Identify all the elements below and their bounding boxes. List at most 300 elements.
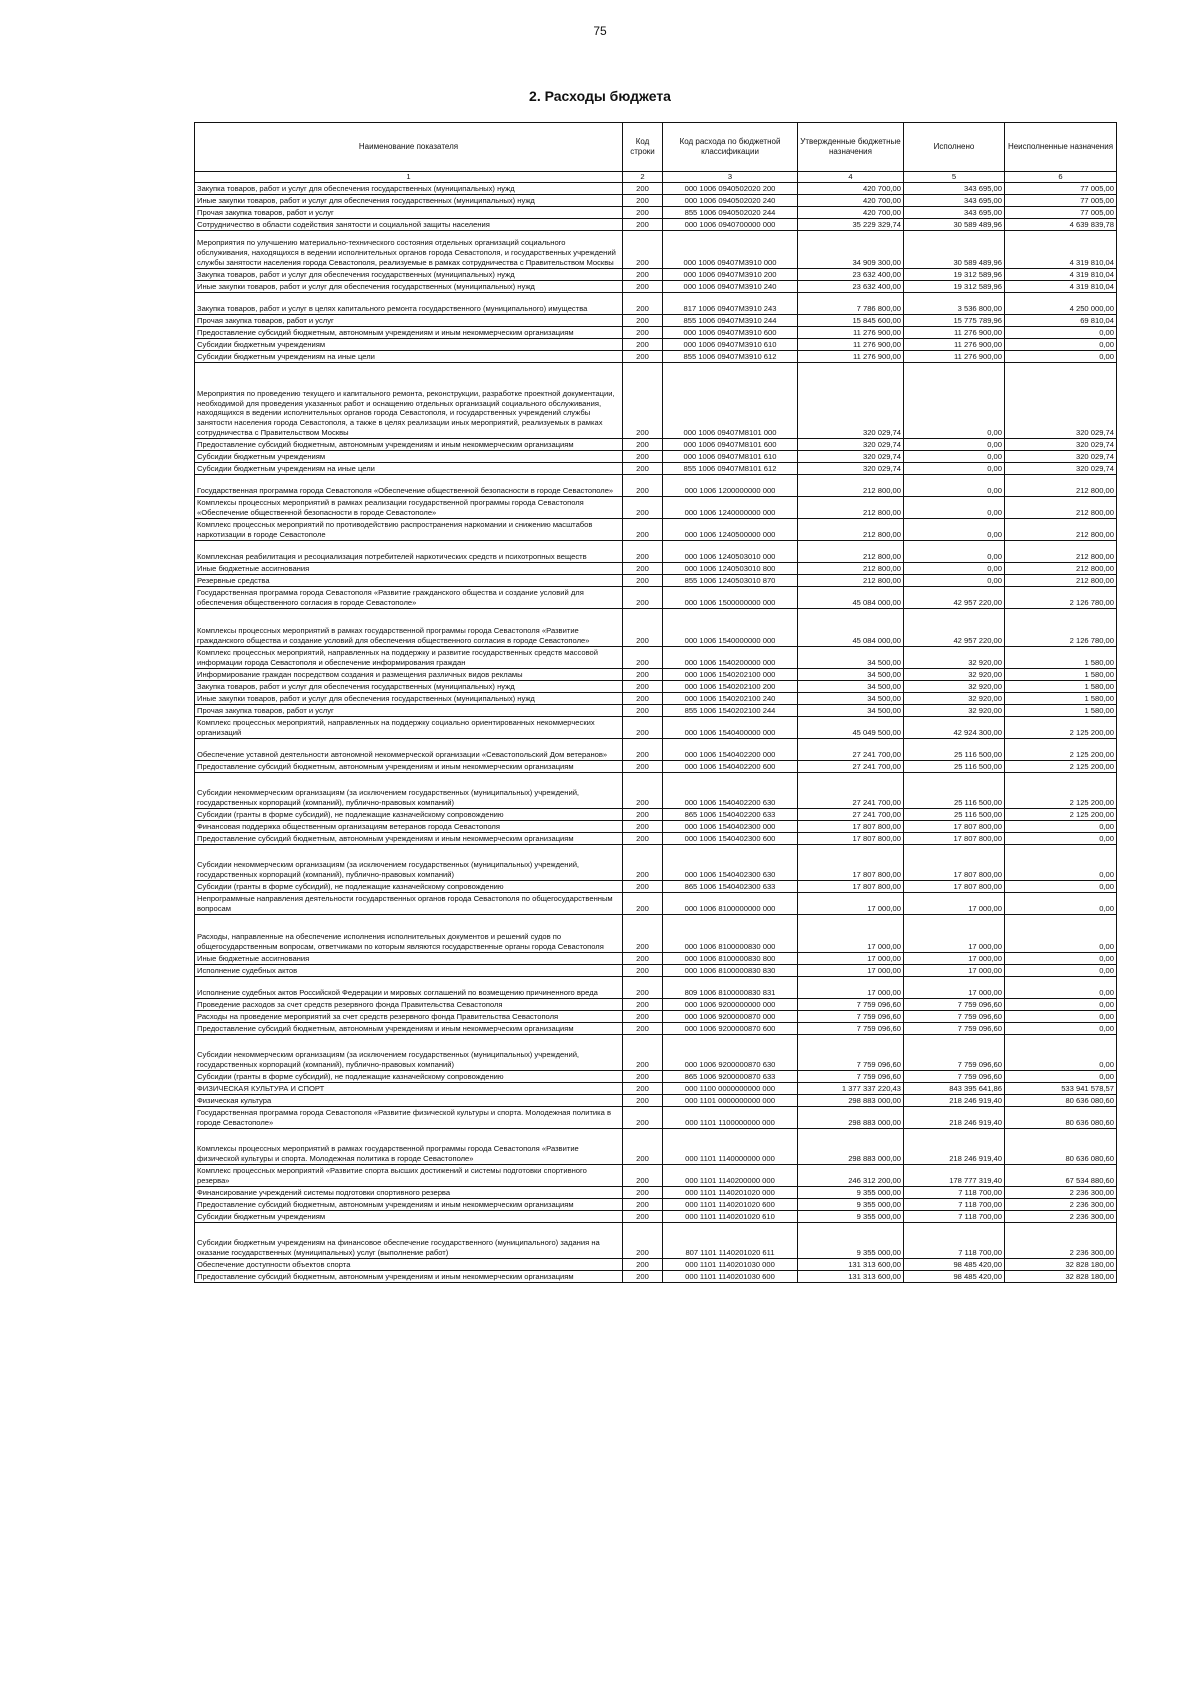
table-row xyxy=(195,586,1117,608)
row-line-code: 200 xyxy=(623,668,663,680)
header-executed: Исполнено xyxy=(904,123,1005,172)
row-executed: 0,00 xyxy=(904,574,1005,586)
row-approved: 34 500,00 xyxy=(798,692,904,704)
table-row xyxy=(195,350,1117,362)
row-executed: 843 395 641,86 xyxy=(904,1082,1005,1094)
row-executed: 17 000,00 xyxy=(904,976,1005,998)
row-executed: 7 118 700,00 xyxy=(904,1222,1005,1258)
row-line-code: 200 xyxy=(623,704,663,716)
row-classification-code: 000 1101 1140201020 610 xyxy=(663,1210,798,1222)
row-unexecuted: 0,00 xyxy=(1005,964,1117,976)
column-numbers-row xyxy=(195,172,1117,183)
row-line-code: 200 xyxy=(623,832,663,844)
row-name: Закупка товаров, работ и услуг для обеспечения государственных (муниципальных) нужд xyxy=(195,680,623,692)
row-name: Информирование граждан посредством создания и размещения различных видов рекламы xyxy=(195,668,623,680)
row-line-code: 200 xyxy=(623,540,663,562)
row-unexecuted: 4 319 810,04 xyxy=(1005,280,1117,292)
row-name: Комплекс процессных мероприятий по противодействию распространения наркомании и снижению масштабов наркотизации в городе Севастополе xyxy=(195,518,623,540)
table-row xyxy=(195,608,1117,646)
row-unexecuted: 0,00 xyxy=(1005,326,1117,338)
row-unexecuted: 4 319 810,04 xyxy=(1005,268,1117,280)
row-line-code: 200 xyxy=(623,474,663,496)
row-classification-code: 000 1006 1540202100 200 xyxy=(663,680,798,692)
row-name: Комплекс процессных мероприятий «Развитие спорта высших достижений и системы подготовки спортивного резерва» xyxy=(195,1164,623,1186)
row-classification-code: 865 1006 1540402300 633 xyxy=(663,880,798,892)
row-approved: 320 029,74 xyxy=(798,438,904,450)
row-line-code: 200 xyxy=(623,964,663,976)
row-approved: 320 029,74 xyxy=(798,362,904,438)
row-classification-code: 000 1006 8100000000 000 xyxy=(663,892,798,914)
row-classification-code: 000 1006 09407М3910 200 xyxy=(663,268,798,280)
row-approved: 17 807 800,00 xyxy=(798,880,904,892)
row-line-code: 200 xyxy=(623,998,663,1010)
row-classification-code: 000 1006 1540402200 000 xyxy=(663,738,798,760)
row-executed: 218 246 919,40 xyxy=(904,1128,1005,1164)
row-line-code: 200 xyxy=(623,586,663,608)
column-number: 6 xyxy=(1005,172,1117,183)
row-approved: 7 786 800,00 xyxy=(798,292,904,314)
row-unexecuted: 212 800,00 xyxy=(1005,518,1117,540)
table-body xyxy=(195,182,1117,1282)
row-approved: 1 377 337 220,43 xyxy=(798,1082,904,1094)
table-row xyxy=(195,998,1117,1010)
row-classification-code: 000 1101 0000000000 000 xyxy=(663,1094,798,1106)
row-unexecuted: 32 828 180,00 xyxy=(1005,1270,1117,1282)
row-classification-code: 000 1006 1240503010 000 xyxy=(663,540,798,562)
row-line-code: 200 xyxy=(623,450,663,462)
row-unexecuted: 0,00 xyxy=(1005,880,1117,892)
row-name: Субсидии бюджетным учреждениям xyxy=(195,1210,623,1222)
row-classification-code: 000 1006 1240500000 000 xyxy=(663,518,798,540)
table-row xyxy=(195,326,1117,338)
row-classification-code: 000 1101 1140201030 000 xyxy=(663,1258,798,1270)
row-unexecuted: 2 126 780,00 xyxy=(1005,608,1117,646)
row-approved: 34 500,00 xyxy=(798,704,904,716)
row-classification-code: 000 1006 1540400000 000 xyxy=(663,716,798,738)
row-unexecuted: 67 534 880,60 xyxy=(1005,1164,1117,1186)
row-line-code: 200 xyxy=(623,574,663,586)
row-executed: 7 118 700,00 xyxy=(904,1198,1005,1210)
row-unexecuted: 0,00 xyxy=(1005,976,1117,998)
row-approved: 15 845 600,00 xyxy=(798,314,904,326)
row-line-code: 200 xyxy=(623,1186,663,1198)
row-unexecuted: 4 319 810,04 xyxy=(1005,230,1117,268)
row-approved: 212 800,00 xyxy=(798,518,904,540)
row-executed: 0,00 xyxy=(904,450,1005,462)
row-line-code: 200 xyxy=(623,952,663,964)
row-executed: 11 276 900,00 xyxy=(904,338,1005,350)
row-unexecuted: 0,00 xyxy=(1005,832,1117,844)
row-unexecuted: 2 125 200,00 xyxy=(1005,716,1117,738)
row-line-code: 200 xyxy=(623,880,663,892)
row-line-code: 200 xyxy=(623,280,663,292)
row-line-code: 200 xyxy=(623,716,663,738)
row-executed: 32 920,00 xyxy=(904,668,1005,680)
row-executed: 218 246 919,40 xyxy=(904,1106,1005,1128)
row-unexecuted: 2 236 300,00 xyxy=(1005,1186,1117,1198)
row-unexecuted: 1 580,00 xyxy=(1005,680,1117,692)
row-approved: 35 229 329,74 xyxy=(798,218,904,230)
row-unexecuted: 80 636 080,60 xyxy=(1005,1106,1117,1128)
row-approved: 7 759 096,60 xyxy=(798,1022,904,1034)
row-name: Комплексы процессных мероприятий в рамках государственной программы города Севастополя «Развитие физической культуры и спорта. Молодежная политика в городе Севастополе» xyxy=(195,1128,623,1164)
row-unexecuted: 1 580,00 xyxy=(1005,668,1117,680)
row-line-code: 200 xyxy=(623,808,663,820)
row-unexecuted: 320 029,74 xyxy=(1005,438,1117,450)
row-executed: 0,00 xyxy=(904,540,1005,562)
row-name: Предоставление субсидий бюджетным, автономным учреждениям и иным некоммерческим организациям xyxy=(195,1270,623,1282)
row-approved: 45 049 500,00 xyxy=(798,716,904,738)
row-classification-code: 000 1006 9200000870 000 xyxy=(663,1010,798,1022)
row-line-code: 200 xyxy=(623,1128,663,1164)
row-name: Иные закупки товаров, работ и услуг для обеспечения государственных (муниципальных) нужд xyxy=(195,280,623,292)
row-classification-code: 000 1101 1140201020 600 xyxy=(663,1198,798,1210)
row-executed: 0,00 xyxy=(904,562,1005,574)
row-unexecuted: 69 810,04 xyxy=(1005,314,1117,326)
row-executed: 7 759 096,60 xyxy=(904,1070,1005,1082)
table-row xyxy=(195,680,1117,692)
header-name: Наименование показателя xyxy=(195,123,623,172)
row-unexecuted: 2 125 200,00 xyxy=(1005,738,1117,760)
row-name: Государственная программа города Севастополя «Обеспечение общественной безопасности в городе Севастополе» xyxy=(195,474,623,496)
row-approved: 23 632 400,00 xyxy=(798,268,904,280)
row-unexecuted: 0,00 xyxy=(1005,1034,1117,1070)
row-name: Иные бюджетные ассигнования xyxy=(195,952,623,964)
row-line-code: 200 xyxy=(623,772,663,808)
row-name: Закупка товаров, работ и услуг в целях капитального ремонта государственного (муниципального) имущества xyxy=(195,292,623,314)
column-number: 4 xyxy=(798,172,904,183)
row-name: Субсидии бюджетным учреждениям на иные цели xyxy=(195,350,623,362)
row-executed: 32 920,00 xyxy=(904,680,1005,692)
row-name: Предоставление субсидий бюджетным, автономным учреждениям и иным некоммерческим организациям xyxy=(195,832,623,844)
row-line-code: 200 xyxy=(623,1010,663,1022)
row-unexecuted: 0,00 xyxy=(1005,1022,1117,1034)
row-name: Субсидии бюджетным учреждениям на финансовое обеспечение государственного (муниципального) задания на оказание государственных (муниципальных) услуг (выполнение работ) xyxy=(195,1222,623,1258)
row-name: Комплекс процессных мероприятий, направленных на поддержку и развитие государственных средств массовой информации города Севастополя и обеспечение информирования граждан xyxy=(195,646,623,668)
row-line-code: 200 xyxy=(623,1164,663,1186)
row-approved: 11 276 900,00 xyxy=(798,338,904,350)
row-line-code: 200 xyxy=(623,680,663,692)
row-classification-code: 000 1006 1540202100 000 xyxy=(663,668,798,680)
row-approved: 298 883 000,00 xyxy=(798,1128,904,1164)
row-unexecuted: 0,00 xyxy=(1005,998,1117,1010)
row-name: Комплекс процессных мероприятий, направленных на поддержку социально ориентированных некоммерческих организаций xyxy=(195,716,623,738)
row-executed: 3 536 800,00 xyxy=(904,292,1005,314)
row-unexecuted: 0,00 xyxy=(1005,892,1117,914)
table-row xyxy=(195,496,1117,518)
row-executed: 343 695,00 xyxy=(904,194,1005,206)
table-row xyxy=(195,280,1117,292)
row-unexecuted: 2 126 780,00 xyxy=(1005,586,1117,608)
table-row xyxy=(195,716,1117,738)
row-executed: 17 807 800,00 xyxy=(904,880,1005,892)
row-line-code: 200 xyxy=(623,268,663,280)
row-unexecuted: 2 125 200,00 xyxy=(1005,772,1117,808)
row-executed: 0,00 xyxy=(904,362,1005,438)
row-unexecuted: 2 236 300,00 xyxy=(1005,1222,1117,1258)
row-classification-code: 000 1006 8100000830 000 xyxy=(663,914,798,952)
table-row xyxy=(195,218,1117,230)
row-line-code: 200 xyxy=(623,182,663,194)
page-number: 75 xyxy=(593,24,607,38)
row-line-code: 200 xyxy=(623,1270,663,1282)
table-row xyxy=(195,474,1117,496)
table-row xyxy=(195,668,1117,680)
row-unexecuted: 0,00 xyxy=(1005,338,1117,350)
row-name: Расходы на проведение мероприятий за счет средств резервного фонда Правительства Севастополя xyxy=(195,1010,623,1022)
table-row xyxy=(195,562,1117,574)
table-row xyxy=(195,1094,1117,1106)
row-classification-code: 000 1101 1140200000 000 xyxy=(663,1164,798,1186)
row-unexecuted: 320 029,74 xyxy=(1005,450,1117,462)
row-executed: 42 924 300,00 xyxy=(904,716,1005,738)
row-classification-code: 000 1006 8100000830 830 xyxy=(663,964,798,976)
row-executed: 7 759 096,60 xyxy=(904,1034,1005,1070)
table-row xyxy=(195,892,1117,914)
header-line-code: Код строки xyxy=(623,123,663,172)
table-row xyxy=(195,450,1117,462)
row-approved: 17 000,00 xyxy=(798,892,904,914)
table-row xyxy=(195,914,1117,952)
row-approved: 27 241 700,00 xyxy=(798,772,904,808)
row-classification-code: 000 1006 1540402300 000 xyxy=(663,820,798,832)
row-line-code: 200 xyxy=(623,1094,663,1106)
row-line-code: 200 xyxy=(623,518,663,540)
row-name: Финансирование учреждений системы подготовки спортивного резерва xyxy=(195,1186,623,1198)
row-unexecuted: 1 580,00 xyxy=(1005,646,1117,668)
row-name: Исполнение судебных актов xyxy=(195,964,623,976)
row-line-code: 200 xyxy=(623,462,663,474)
row-approved: 7 759 096,60 xyxy=(798,1070,904,1082)
row-name: Обеспечение уставной деятельности автономной некоммерческой организации «Севастопольский Дом ветеранов» xyxy=(195,738,623,760)
table-row xyxy=(195,1186,1117,1198)
row-classification-code: 000 1101 1100000000 000 xyxy=(663,1106,798,1128)
row-unexecuted: 32 828 180,00 xyxy=(1005,1258,1117,1270)
row-line-code: 200 xyxy=(623,1198,663,1210)
table-row xyxy=(195,438,1117,450)
row-approved: 34 500,00 xyxy=(798,680,904,692)
row-name: Предоставление субсидий бюджетным, автономным учреждениям и иным некоммерческим организациям xyxy=(195,760,623,772)
row-name: Субсидии некоммерческим организациям (за исключением государственных (муниципальных) учреждений, государственных корпораций (компаний), публично-правовых компаний) xyxy=(195,1034,623,1070)
row-name: Обеспечение доступности объектов спорта xyxy=(195,1258,623,1270)
row-approved: 9 355 000,00 xyxy=(798,1210,904,1222)
row-executed: 32 920,00 xyxy=(904,692,1005,704)
row-classification-code: 000 1006 1540402200 600 xyxy=(663,760,798,772)
table-row xyxy=(195,1164,1117,1186)
row-executed: 0,00 xyxy=(904,438,1005,450)
row-unexecuted: 212 800,00 xyxy=(1005,474,1117,496)
row-line-code: 200 xyxy=(623,608,663,646)
row-unexecuted: 2 125 200,00 xyxy=(1005,808,1117,820)
row-approved: 212 800,00 xyxy=(798,474,904,496)
row-executed: 25 116 500,00 xyxy=(904,808,1005,820)
row-classification-code: 855 1006 1540202100 244 xyxy=(663,704,798,716)
row-executed: 32 920,00 xyxy=(904,646,1005,668)
row-approved: 212 800,00 xyxy=(798,496,904,518)
row-line-code: 200 xyxy=(623,1258,663,1270)
row-name: Субсидии бюджетным учреждениям xyxy=(195,450,623,462)
row-executed: 98 485 420,00 xyxy=(904,1270,1005,1282)
table-row xyxy=(195,704,1117,716)
row-name: Предоставление субсидий бюджетным, автономным учреждениям и иным некоммерческим организациям xyxy=(195,326,623,338)
row-name: Иные закупки товаров, работ и услуг для обеспечения государственных (муниципальных) нужд xyxy=(195,194,623,206)
row-name: Предоставление субсидий бюджетным, автономным учреждениям и иным некоммерческим организациям xyxy=(195,438,623,450)
row-approved: 131 313 600,00 xyxy=(798,1258,904,1270)
row-executed: 7 759 096,60 xyxy=(904,998,1005,1010)
table-row xyxy=(195,1128,1117,1164)
row-name: ФИЗИЧЕСКАЯ КУЛЬТУРА И СПОРТ xyxy=(195,1082,623,1094)
row-approved: 212 800,00 xyxy=(798,540,904,562)
table-row xyxy=(195,292,1117,314)
row-name: Субсидии (гранты в форме субсидий), не подлежащие казначейскому сопровождению xyxy=(195,808,623,820)
column-number: 5 xyxy=(904,172,1005,183)
row-executed: 343 695,00 xyxy=(904,182,1005,194)
table-row xyxy=(195,844,1117,880)
row-approved: 45 084 000,00 xyxy=(798,586,904,608)
row-executed: 11 276 900,00 xyxy=(904,326,1005,338)
row-name: Физическая культура xyxy=(195,1094,623,1106)
row-classification-code: 855 1006 1240503010 870 xyxy=(663,574,798,586)
row-approved: 17 807 800,00 xyxy=(798,820,904,832)
row-approved: 9 355 000,00 xyxy=(798,1198,904,1210)
row-classification-code: 000 1006 1240503010 800 xyxy=(663,562,798,574)
row-classification-code: 807 1101 1140201020 611 xyxy=(663,1222,798,1258)
row-line-code: 200 xyxy=(623,314,663,326)
row-name: Субсидии (гранты в форме субсидий), не подлежащие казначейскому сопровождению xyxy=(195,880,623,892)
row-name: Закупка товаров, работ и услуг для обеспечения государственных (муниципальных) нужд xyxy=(195,268,623,280)
table-row xyxy=(195,832,1117,844)
row-line-code: 200 xyxy=(623,562,663,574)
row-line-code: 200 xyxy=(623,338,663,350)
row-name: Субсидии некоммерческим организациям (за исключением государственных (муниципальных) учреждений, государственных корпораций (компаний), публично-правовых компаний) xyxy=(195,844,623,880)
row-executed: 25 116 500,00 xyxy=(904,738,1005,760)
row-classification-code: 000 1006 1540402200 630 xyxy=(663,772,798,808)
table-row xyxy=(195,808,1117,820)
row-approved: 17 807 800,00 xyxy=(798,844,904,880)
row-line-code: 200 xyxy=(623,760,663,772)
row-approved: 17 000,00 xyxy=(798,914,904,952)
row-executed: 17 807 800,00 xyxy=(904,820,1005,832)
row-approved: 9 355 000,00 xyxy=(798,1186,904,1198)
row-name: Мероприятия по улучшению материально-технического состояния отдельных организаций социального обслуживания, находящихся в ведении исполнительных органов города Севастополя, и государственных учреждений службы занятости населения города Севастополя, реализуемые в рамках сотрудничества с Правительством Москвы xyxy=(195,230,623,268)
row-approved: 212 800,00 xyxy=(798,574,904,586)
row-name: Непрограммные направления деятельности государственных органов города Севастополя по общегосударственным вопросам xyxy=(195,892,623,914)
row-approved: 7 759 096,60 xyxy=(798,998,904,1010)
table-row xyxy=(195,462,1117,474)
row-name: Комплексная реабилитация и ресоциализация потребителей наркотических средств и психотропных веществ xyxy=(195,540,623,562)
table-row xyxy=(195,1070,1117,1082)
row-unexecuted: 320 029,74 xyxy=(1005,362,1117,438)
table-row xyxy=(195,952,1117,964)
row-approved: 17 000,00 xyxy=(798,976,904,998)
row-name: Комплексы процессных мероприятий в рамках государственной программы города Севастополя «Развитие гражданского общества и создание условий для обеспечения общественного согласия в городе Севастополе» xyxy=(195,608,623,646)
row-line-code: 200 xyxy=(623,1034,663,1070)
row-line-code: 200 xyxy=(623,230,663,268)
table-row xyxy=(195,760,1117,772)
row-classification-code: 000 1006 09407М8101 610 xyxy=(663,450,798,462)
row-classification-code: 000 1101 1140000000 000 xyxy=(663,1128,798,1164)
row-unexecuted: 4 639 839,78 xyxy=(1005,218,1117,230)
row-name: Проведение расходов за счет средств резервного фонда Правительства Севастополя xyxy=(195,998,623,1010)
row-classification-code: 000 1006 1500000000 000 xyxy=(663,586,798,608)
row-approved: 34 909 300,00 xyxy=(798,230,904,268)
row-classification-code: 865 1006 9200000870 633 xyxy=(663,1070,798,1082)
row-approved: 9 355 000,00 xyxy=(798,1222,904,1258)
table-row xyxy=(195,880,1117,892)
row-unexecuted: 0,00 xyxy=(1005,952,1117,964)
table-row xyxy=(195,518,1117,540)
row-approved: 27 241 700,00 xyxy=(798,738,904,760)
row-approved: 320 029,74 xyxy=(798,450,904,462)
row-executed: 7 118 700,00 xyxy=(904,1210,1005,1222)
row-approved: 17 000,00 xyxy=(798,964,904,976)
row-unexecuted: 533 941 578,57 xyxy=(1005,1082,1117,1094)
row-unexecuted: 0,00 xyxy=(1005,820,1117,832)
table-header-row xyxy=(195,123,1117,172)
row-name: Расходы, направленные на обеспечение исполнения исполнительных документов и решений судов по общегосударственным вопросам, ответчиками по которым являются государственные органы города Севастополя xyxy=(195,914,623,952)
row-line-code: 200 xyxy=(623,362,663,438)
row-unexecuted: 2 125 200,00 xyxy=(1005,760,1117,772)
table-row xyxy=(195,194,1117,206)
row-executed: 19 312 589,96 xyxy=(904,280,1005,292)
row-classification-code: 000 1006 09407М8101 000 xyxy=(663,362,798,438)
row-executed: 11 276 900,00 xyxy=(904,350,1005,362)
column-number: 1 xyxy=(195,172,623,183)
row-line-code: 200 xyxy=(623,646,663,668)
row-unexecuted: 2 236 300,00 xyxy=(1005,1198,1117,1210)
row-approved: 7 759 096,60 xyxy=(798,1034,904,1070)
row-approved: 212 800,00 xyxy=(798,562,904,574)
row-executed: 30 589 489,96 xyxy=(904,230,1005,268)
row-executed: 0,00 xyxy=(904,518,1005,540)
row-approved: 17 000,00 xyxy=(798,952,904,964)
row-name: Финансовая поддержка общественным организациям ветеранов города Севастополя xyxy=(195,820,623,832)
row-executed: 17 807 800,00 xyxy=(904,844,1005,880)
row-classification-code: 855 1006 09407М8101 612 xyxy=(663,462,798,474)
table-row xyxy=(195,964,1117,976)
row-unexecuted: 0,00 xyxy=(1005,844,1117,880)
row-line-code: 200 xyxy=(623,292,663,314)
table-row xyxy=(195,1210,1117,1222)
table-row xyxy=(195,1022,1117,1034)
row-classification-code: 000 1006 09407М3910 000 xyxy=(663,230,798,268)
row-name: Комплексы процессных мероприятий в рамках реализации государственной программы города Севастополя «Обеспечение общественной безопасности в городе Севастополе» xyxy=(195,496,623,518)
row-classification-code: 855 1006 09407М3910 612 xyxy=(663,350,798,362)
row-executed: 17 000,00 xyxy=(904,914,1005,952)
row-line-code: 200 xyxy=(623,976,663,998)
row-executed: 25 116 500,00 xyxy=(904,760,1005,772)
row-executed: 178 777 319,40 xyxy=(904,1164,1005,1186)
row-name: Государственная программа города Севастополя «Развитие гражданского общества и создание условий для обеспечения общественного согласия в городе Севастополе» xyxy=(195,586,623,608)
row-executed: 7 118 700,00 xyxy=(904,1186,1005,1198)
row-name: Закупка товаров, работ и услуг для обеспечения государственных (муниципальных) нужд xyxy=(195,182,623,194)
row-classification-code: 000 1006 1240000000 000 xyxy=(663,496,798,518)
row-classification-code: 855 1006 09407М3910 244 xyxy=(663,314,798,326)
table-row xyxy=(195,182,1117,194)
row-executed: 0,00 xyxy=(904,474,1005,496)
row-approved: 11 276 900,00 xyxy=(798,350,904,362)
row-classification-code: 000 1006 9200000870 630 xyxy=(663,1034,798,1070)
header-approved: Утвержденные бюджетные назначения xyxy=(798,123,904,172)
row-name: Иные бюджетные ассигнования xyxy=(195,562,623,574)
row-line-code: 200 xyxy=(623,326,663,338)
row-executed: 343 695,00 xyxy=(904,206,1005,218)
row-name: Предоставление субсидий бюджетным, автономным учреждениям и иным некоммерческим организациям xyxy=(195,1198,623,1210)
row-executed: 218 246 919,40 xyxy=(904,1094,1005,1106)
row-unexecuted: 212 800,00 xyxy=(1005,562,1117,574)
table-row xyxy=(195,1270,1117,1282)
row-approved: 420 700,00 xyxy=(798,206,904,218)
